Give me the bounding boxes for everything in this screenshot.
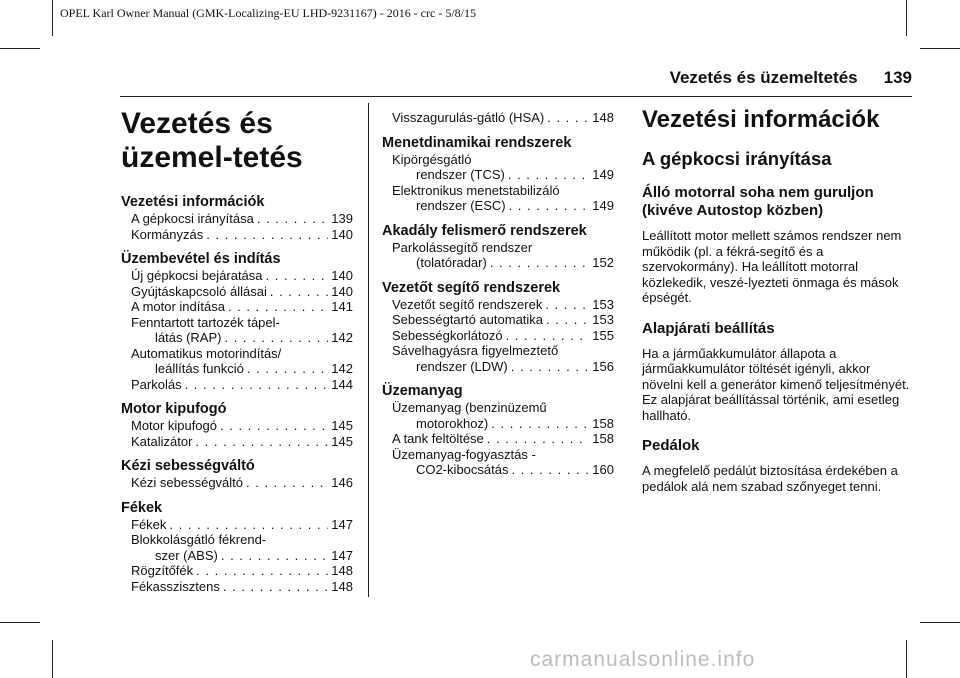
content-section-heading: Alapjárati beállítás [642, 319, 775, 337]
toc-row [392, 110, 614, 126]
toc-leader [545, 297, 589, 313]
crop-mark [52, 640, 53, 678]
toc-row [131, 227, 353, 243]
toc-entry [121, 315, 353, 346]
content-paragraph: Leállított motor mellett számos rendszer nem működik (pl. a fékrá-segítő és a szervokormány). Ha leállított motorral közlekedik, veszé-lyezteti önmaga és mások épségét. [642, 228, 902, 305]
toc-row [392, 328, 614, 344]
crop-mark [920, 622, 960, 623]
toc-page: 148 [592, 110, 614, 125]
toc-row [131, 211, 353, 227]
toc-entry [121, 377, 353, 393]
toc-entry-text: motorokhoz) [416, 415, 489, 431]
toc-row [131, 434, 353, 450]
toc-page: 153 [592, 312, 614, 327]
toc-leader [196, 563, 328, 579]
toc-entry-lead: Üzemanyag (benzinüzemű [392, 400, 547, 415]
toc-entry [121, 299, 353, 315]
toc-row [131, 548, 353, 564]
toc-middle [382, 110, 614, 478]
toc-page: 148 [331, 578, 353, 594]
toc-leader [487, 431, 590, 447]
toc-leader [169, 517, 328, 533]
toc-section-title: Üzemanyag [382, 383, 463, 399]
section-title: Vezetés és üzemeltetés [669, 68, 858, 87]
toc-section-title: Fékek [121, 499, 163, 516]
column-divider [368, 103, 369, 597]
toc-entry-text: Kormányzás [131, 226, 204, 242]
toc-page: 160 [592, 462, 614, 477]
running-header [620, 68, 912, 88]
toc-entry-text: A motor indítása [131, 299, 225, 314]
toc-leader [220, 418, 328, 434]
toc-leader [247, 361, 328, 377]
toc-section-title: Kézi sebességváltó [121, 458, 255, 474]
toc-leader [508, 167, 589, 183]
toc-entry [121, 418, 353, 434]
toc-section-title: Üzembevétel és indítás [121, 251, 281, 267]
toc-page: 140 [331, 268, 353, 283]
content-section-heading: Álló motorral soha nem guruljon (kivéve Autostop közben) [642, 184, 874, 219]
toc-entry-text: A tank feltöltése [392, 431, 484, 446]
toc-entry [121, 211, 353, 227]
toc-leader [266, 268, 329, 284]
toc-row [131, 579, 353, 595]
toc-leader [511, 462, 589, 478]
toc-leader [221, 548, 328, 564]
content-paragraph: A megfelelő pedálút biztosítása érdekében a pedálok alá nem szabad szőnyeget tenni. [642, 463, 898, 494]
toc-entry [382, 431, 614, 447]
toc-entry-text: Új gépkocsi bejáratása [131, 268, 263, 283]
toc-page: 140 [331, 226, 353, 242]
toc-row [131, 284, 353, 300]
toc-section-title: Menetdinamikai rendszerek [382, 134, 572, 151]
toc-entry [382, 312, 614, 328]
toc-leader [509, 198, 590, 214]
toc-section [121, 251, 353, 392]
toc-page: 147 [331, 547, 353, 563]
toc-leader [185, 377, 329, 393]
toc-row [392, 312, 614, 328]
toc-page: 149 [592, 167, 614, 182]
toc-entry-text: Vezetőt segítő rendszerek [392, 296, 543, 312]
toc-entry [121, 434, 353, 450]
toc-section [121, 458, 353, 491]
toc-section-title: Vezetőt segítő rendszerek [382, 279, 561, 296]
watermark: carmanualsonline.info [530, 648, 756, 671]
toc-row [392, 462, 614, 478]
toc-entry [382, 343, 614, 374]
crop-mark [920, 48, 960, 49]
toc-entry-lead: Kipörgésgátló [392, 151, 472, 167]
toc-entry [382, 183, 614, 214]
toc-entry-text: Fékek [131, 516, 167, 532]
toc-page: 139 [331, 211, 353, 226]
toc-section [121, 401, 353, 449]
toc-row [392, 297, 614, 313]
toc-section [382, 223, 614, 271]
toc-page: 140 [331, 283, 353, 299]
toc-entry-text: Fékasszisztens [131, 578, 220, 594]
toc-entry [121, 346, 353, 377]
toc-leader [506, 328, 590, 344]
toc-entry-text: Katalizátor [131, 433, 193, 449]
toc-row [131, 377, 353, 393]
toc-entry-text: leállítás funkció [155, 361, 244, 376]
toc-section [121, 500, 353, 595]
toc-entry-text: rendszer (LDW) [416, 358, 508, 374]
toc-section [382, 383, 614, 478]
content-subheading: A gépkocsi irányítása [642, 148, 832, 169]
crop-mark [0, 48, 40, 49]
content-column [642, 106, 912, 494]
toc-row [131, 475, 353, 491]
toc-entry-text: (tolatóradar) [416, 255, 487, 270]
toc-entry [382, 240, 614, 271]
crop-mark [906, 0, 907, 36]
toc-row [131, 361, 353, 377]
toc-entry [382, 110, 614, 126]
toc-page: 142 [331, 361, 353, 376]
toc-leader [224, 330, 328, 346]
toc-page: 142 [331, 330, 353, 345]
toc-row [392, 431, 614, 447]
toc-entry-text: rendszer (TCS) [416, 167, 505, 182]
content-section-heading: Pedálok [642, 437, 700, 454]
toc-page: 153 [592, 296, 614, 312]
toc-leader [547, 110, 589, 126]
toc-section-title: Motor kipufogó [121, 401, 227, 417]
toc-entry-text: Parkolás [131, 376, 182, 392]
toc-page: 144 [331, 376, 353, 392]
toc-entry-text: Visszagurulás-gátló (HSA) [392, 110, 545, 125]
toc-page: 148 [331, 563, 353, 578]
toc-leader [257, 211, 328, 227]
toc-leader [195, 434, 328, 450]
toc-leader [546, 312, 589, 328]
toc-entry-text: A gépkocsi irányítása [131, 211, 254, 226]
toc-entry [121, 563, 353, 579]
toc-entry [121, 284, 353, 300]
toc-entry-lead: Blokkolásgátló fékrend- [131, 532, 267, 547]
toc-entry-lead: Fenntartott tartozék tápel- [131, 314, 280, 330]
toc-page: 141 [331, 299, 353, 314]
toc-page: 156 [592, 358, 614, 374]
toc-page: 155 [592, 327, 614, 343]
toc-row [131, 330, 353, 346]
toc-entry-text: Motor kipufogó [131, 418, 217, 433]
toc-row [131, 418, 353, 434]
toc-entry-text: rendszer (ESC) [416, 198, 506, 213]
toc-entry [121, 517, 353, 533]
toc-leader [490, 255, 589, 271]
toc-leader [511, 359, 590, 375]
toc-page: 152 [592, 255, 614, 270]
toc-section-title: Akadály felismerő rendszerek [382, 222, 587, 239]
toc-entry [382, 328, 614, 344]
toc-entry-text: Sebességtartó automatika [392, 312, 544, 327]
toc-entry [121, 579, 353, 595]
toc-section [382, 280, 614, 375]
toc-section [121, 194, 353, 242]
toc-entry-text: látás (RAP) [155, 330, 222, 345]
toc-leader [491, 416, 589, 432]
toc-entry-lead: Sávelhagyásra figyelmeztető [392, 343, 559, 358]
toc-page: 149 [592, 198, 614, 213]
toc-row [131, 563, 353, 579]
toc-section [382, 135, 614, 214]
toc-leader [270, 284, 328, 300]
toc-page: 145 [331, 433, 353, 449]
toc-row [131, 268, 353, 284]
toc-entry [121, 475, 353, 491]
toc-row [392, 167, 614, 183]
toc-page: 158 [592, 431, 614, 446]
toc-entry [121, 532, 353, 563]
toc-entry [382, 152, 614, 183]
toc-entry-text: Rögzítőfék [131, 563, 194, 578]
content-heading: Vezetési információk [642, 106, 880, 133]
toc-entry [382, 400, 614, 431]
toc-row [392, 359, 614, 375]
header-rule [120, 96, 912, 97]
toc-entry-lead: Elektronikus menetstabilizáló [392, 182, 560, 198]
toc-page: 158 [592, 415, 614, 431]
toc-entry-lead: Automatikus motorindítás/ [131, 345, 282, 361]
toc-entry [382, 297, 614, 313]
toc-row [392, 198, 614, 214]
toc-row [392, 416, 614, 432]
toc-entry-text: Kézi sebességváltó [131, 475, 244, 490]
toc-entry-lead: Parkolássegítő rendszer [392, 239, 533, 255]
crop-mark [0, 622, 40, 623]
toc-leader [228, 299, 328, 315]
toc-leader [223, 579, 328, 595]
toc-entry-lead: Üzemanyag-fogyasztás - [392, 446, 536, 462]
page-number: 139 [883, 68, 912, 87]
toc-entry [382, 447, 614, 478]
content-paragraph: Ha a járműakkumulátor állapota a járműakkumulátor töltését igényli, akkor növelni kell a generátor kimenő teljesítményét. Ez alapjárat beállítással történik, ami esetleg hallható. [642, 345, 910, 423]
toc-page: 145 [331, 418, 353, 433]
toc-row [131, 517, 353, 533]
toc-leader [206, 227, 328, 243]
toc-left [121, 194, 353, 594]
chapter-title: Vezetés és üzemel-tetés [121, 107, 303, 174]
toc-page: 147 [331, 516, 353, 532]
toc-entry-text: Gyújtáskapcsoló állásai [131, 283, 267, 299]
toc-entry [121, 268, 353, 284]
toc-page: 146 [331, 475, 353, 490]
crop-mark [52, 0, 53, 36]
toc-row [392, 255, 614, 271]
toc-entry-text: CO2-kibocsátás [416, 462, 509, 477]
toc-entry-text: szer (ABS) [155, 547, 218, 563]
crop-mark [906, 640, 907, 678]
toc-leader [246, 475, 328, 491]
toc-entry-text: Sebességkorlátozó [392, 327, 503, 343]
document-meta: OPEL Karl Owner Manual (GMK-Localizing-EU LHD-9231167) - 2016 - crc - 5/8/15 [60, 6, 476, 20]
toc-row [131, 299, 353, 315]
toc-section-title: Vezetési információk [121, 194, 265, 210]
toc-entry [121, 227, 353, 243]
